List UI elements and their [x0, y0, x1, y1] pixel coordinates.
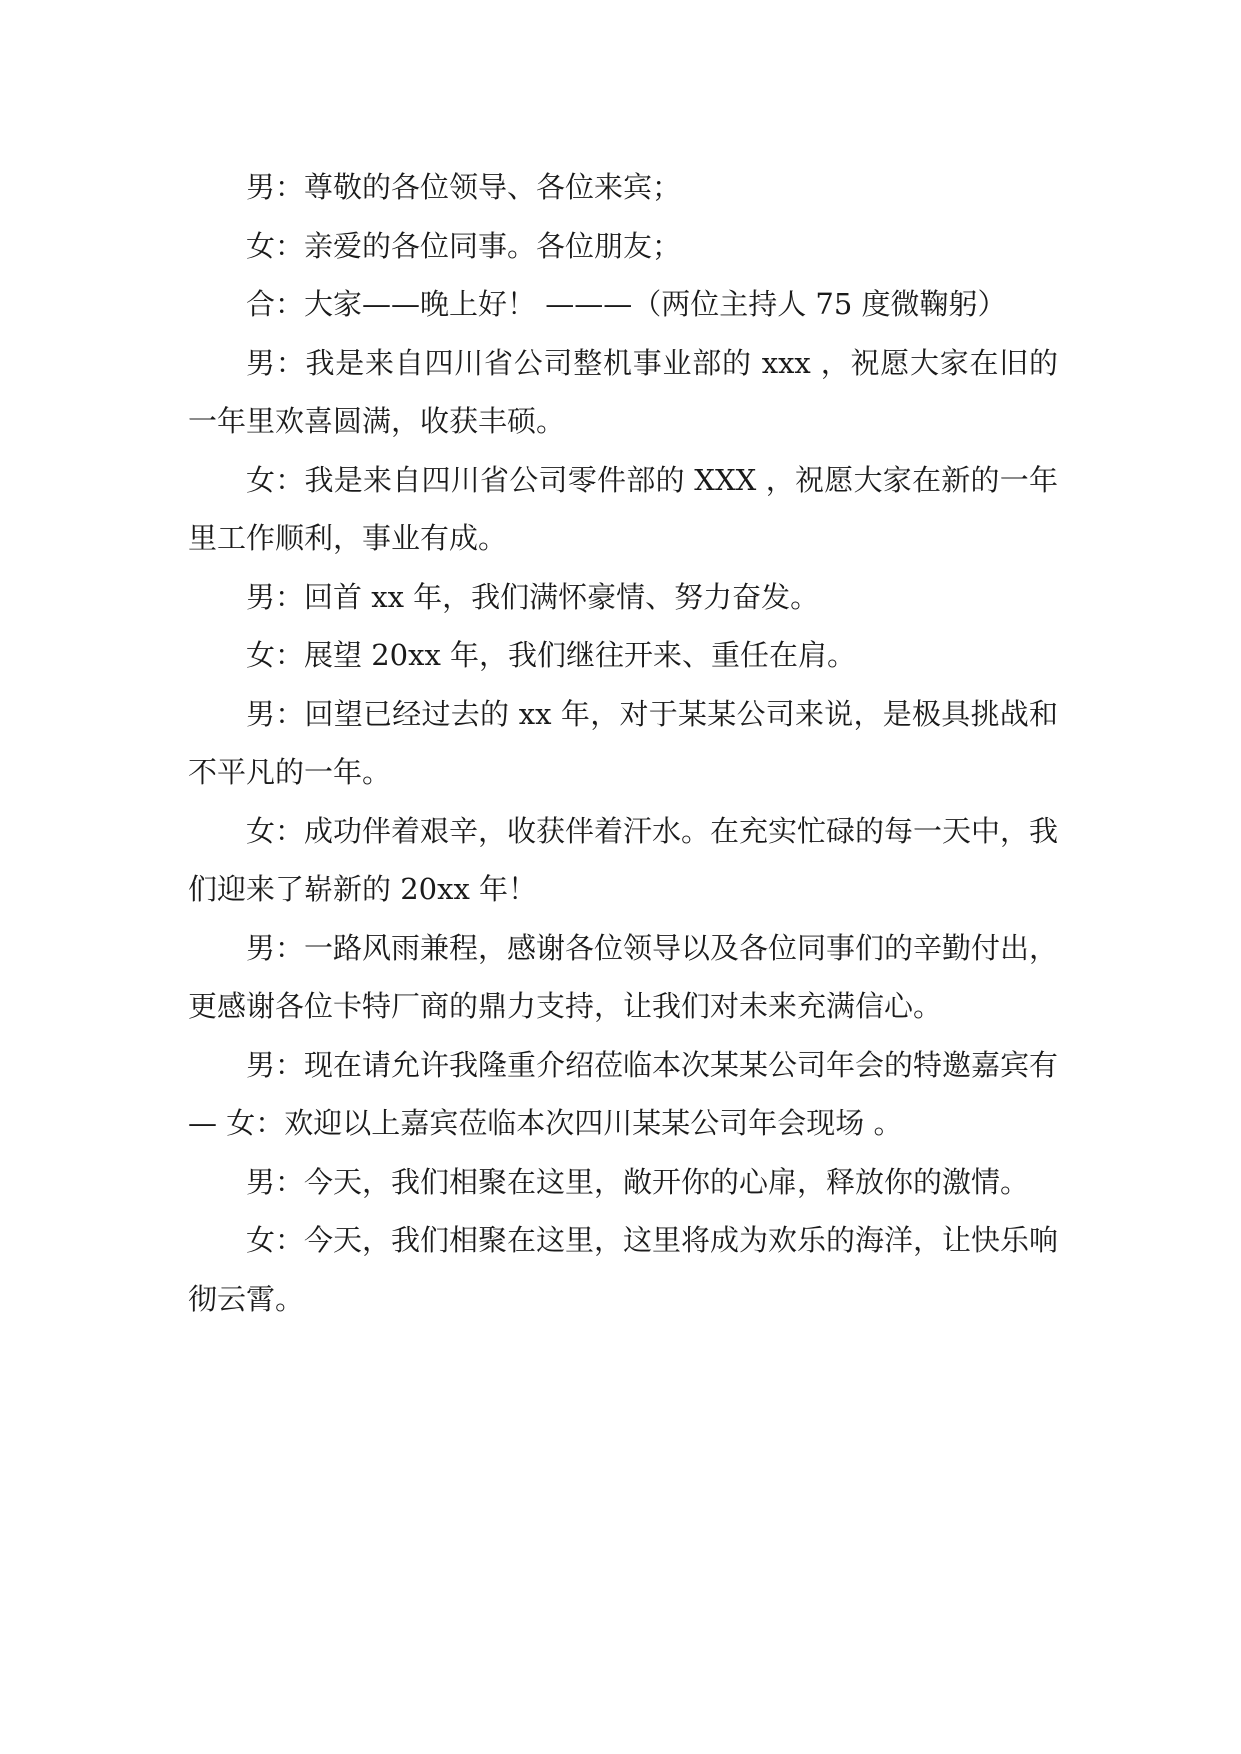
paragraph-greeting-male: 男：尊敬的各位领导、各位来宾； [246, 170, 682, 204]
paragraph-intro-male: 男：我是来自四川省公司整机事业部的 xxx ，祝愿大家在旧的一年里欢喜圆满，收获丰硕。 [188, 345, 1058, 438]
paragraph-greeting-female: 女：亲爱的各位同事。各位朋友； [246, 228, 682, 263]
paragraph-success-female: 女：成功伴着艰辛，收获伴着汗水。在充实忙碌的每一天中，我们迎来了崭新的 20xx 年！ [188, 813, 1059, 906]
paragraph-thanks-male: 男：一路风雨兼程，感谢各位领导以及各位同事们的辛勤付出，更感谢各位卡特厂商的鼎力支持，让我们对未来充满信心。 [188, 930, 1059, 1023]
paragraph-gathering-male: 男：今天，我们相聚在这里，敞开你的心扉，释放你的激情。 [246, 1164, 1030, 1199]
paragraph-review-male: 男：回望已经过去的 xx 年，对于某某公司来说，是极具挑战和不平凡的一年。 [188, 696, 1058, 789]
paragraph-guests: 男：现在请允许我隆重介绍莅临本次某某公司年会的特邀嘉宾有— 女：欢迎以上嘉宾莅临本次四川某某公司年会现场 。 [188, 1047, 1059, 1140]
paragraph-greeting-together: 合：大家——晚上好！ ———（两位主持人 75 度微鞠躬） [246, 287, 1007, 321]
paragraph-gathering-female: 女：今天，我们相聚在这里，这里将成为欢乐的海洋，让快乐响彻云霄。 [188, 1223, 1059, 1316]
paragraph-look-ahead-female: 女：展望 20xx 年，我们继往开来、重任在肩。 [246, 638, 857, 672]
document-body [188, 158, 1058, 1328]
paragraph-look-back-male: 男：回首 xx 年，我们满怀豪情、努力奋发。 [246, 579, 820, 614]
paragraph-intro-female: 女：我是来自四川省公司零件部的 XXX ，祝愿大家在新的一年里工作顺利，事业有成。 [188, 462, 1058, 555]
